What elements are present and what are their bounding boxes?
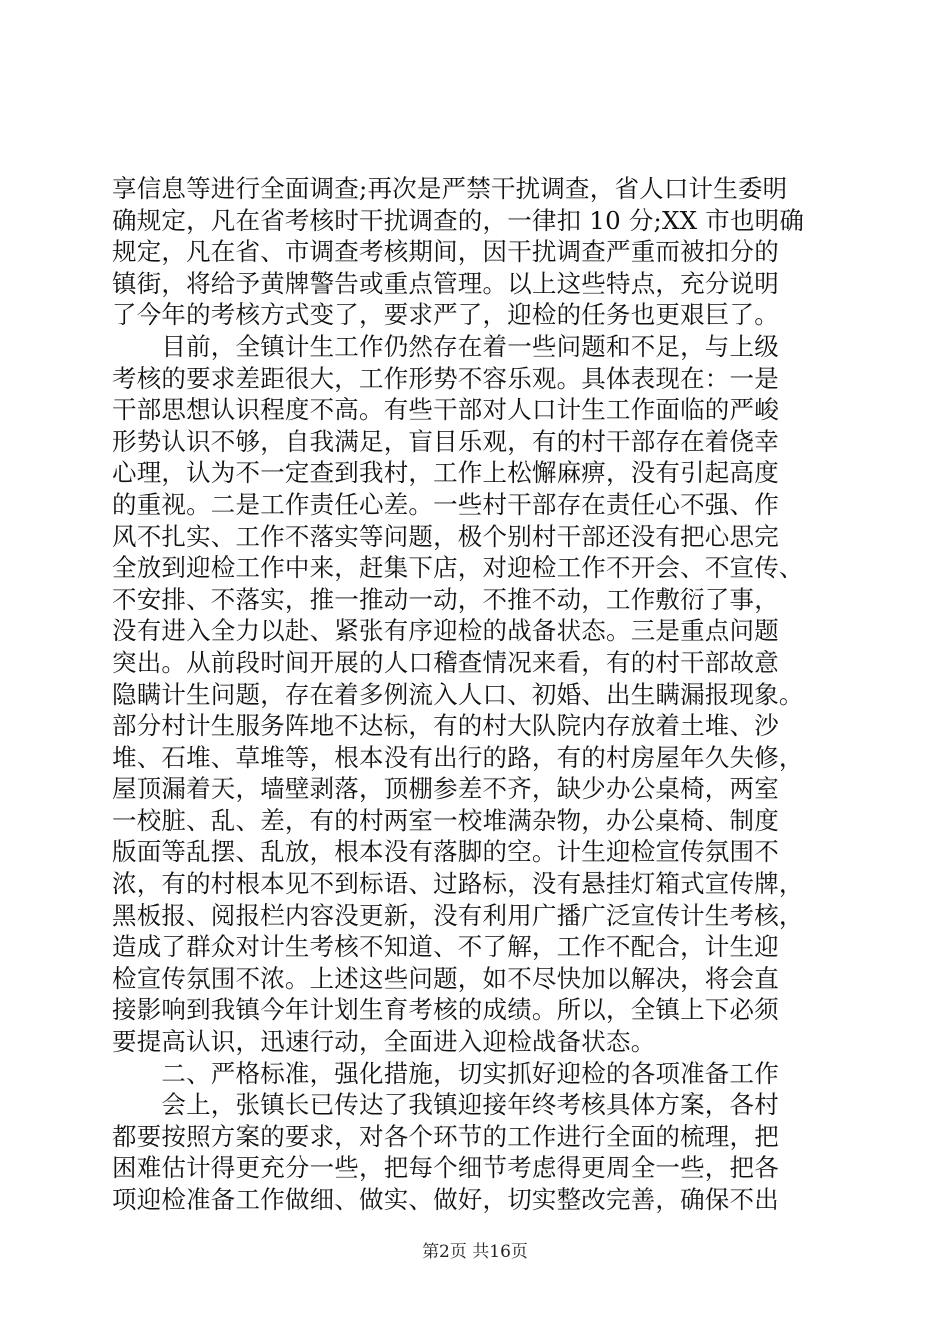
text-line: 浓，有的村根本见不到标语、过路标，没有悬挂灯箱式宣传牌， [112, 869, 804, 899]
text-line: 困难估计得更充分一些，把每个细节考虑得更周全一些，把各 [112, 1153, 779, 1183]
text-line: 造成了群众对计生考核不知道、不了解，工作不配合，计生迎 [112, 932, 779, 962]
page-footer: 第2页 共16页 [422, 1242, 528, 1262]
text-line: 干部思想认识程度不高。有些干部对人口计生工作面临的严峻 [112, 395, 779, 425]
text-line: 风不扎实、工作不落实等问题，极个别村干部还没有把心思完 [112, 521, 779, 551]
text-line: 一校脏、乱、差，有的村两室一校堆满杂物，办公桌椅、制度 [112, 805, 779, 835]
text-line: 版面等乱摆、乱放，根本没有落脚的空。计生迎检宣传氛围不 [112, 837, 779, 867]
text-line: 的重视。二是工作责任心差。一些村干部存在责任心不强、作 [112, 489, 779, 519]
document-body [112, 173, 842, 1216]
text-line: 黑板报、阅报栏内容没更新，没有利用广播广泛宣传计生考核， [112, 900, 804, 930]
text-line: 目前，全镇计生工作仍然存在着一些问题和不足，与上级 [112, 331, 779, 361]
text-line: 接影响到我镇今年计划生育考核的成绩。所以，全镇上下必须 [112, 995, 779, 1025]
text-line: 检宣传氛围不浓。上述这些问题，如不尽快加以解决，将会直 [112, 963, 779, 993]
text-line: 隐瞒计生问题，存在着多例流入人口、初婚、出生瞒漏报现象。 [112, 679, 804, 709]
text-line: 心理，认为不一定查到我村，工作上松懈麻痹，没有引起高度 [112, 458, 779, 488]
text-line: 确规定，凡在省考核时干扰调查的，一律扣 10 分;XX 市也明确 [112, 205, 805, 235]
text-line: 享信息等进行全面调查;再次是严禁干扰调查，省人口计生委明 [112, 174, 788, 203]
text-line: 规定，凡在省、市调查考核期间，因干扰调查严重而被扣分的 [112, 237, 779, 267]
text-line: 考核的要求差距很大，工作形势不容乐观。具体表现在：一是 [112, 363, 779, 393]
text-line: 全放到迎检工作中来，赶集下店，对迎检工作不开会、不宣传、 [112, 553, 804, 583]
text-line: 二、严格标准，强化措施，切实抓好迎检的各项准备工作 [112, 1058, 779, 1088]
text-line: 部分村计生服务阵地不达标，有的村大队院内存放着土堆、沙 [112, 711, 779, 741]
text-line: 了今年的考核方式变了，要求严了，迎检的任务也更艰巨了。 [112, 300, 779, 330]
text-line: 不安排、不落实，推一推动一动，不推不动，工作敷衍了事， [112, 584, 779, 614]
text-line: 形势认识不够，自我满足，盲目乐观，有的村干部存在着侥幸 [112, 426, 779, 456]
text-line: 要提高认识，迅速行动，全面进入迎检战备状态。 [112, 1027, 656, 1057]
text-line: 屋顶漏着天，墙壁剥落，顶棚参差不齐，缺少办公桌椅，两室 [112, 774, 779, 804]
text-line: 突出。从前段时间开展的人口稽查情况来看，有的村干部故意 [112, 647, 779, 677]
text-line: 堆、石堆、草堆等，根本没有出行的路，有的村房屋年久失修， [112, 742, 804, 772]
text-line: 会上，张镇长已传达了我镇迎接年终考核具体方案，各村 [112, 1090, 779, 1120]
text-line: 都要按照方案的要求，对各个环节的工作进行全面的梳理，把 [112, 1121, 779, 1151]
text-line: 镇街，将给予黄牌警告或重点管理。以上这些特点，充分说明 [112, 268, 779, 298]
text-line: 项迎检准备工作做细、做实、做好，切实整改完善，确保不出 [112, 1185, 779, 1214]
text-line: 没有进入全力以赴、紧张有序迎检的战备状态。三是重点问题 [112, 616, 779, 646]
